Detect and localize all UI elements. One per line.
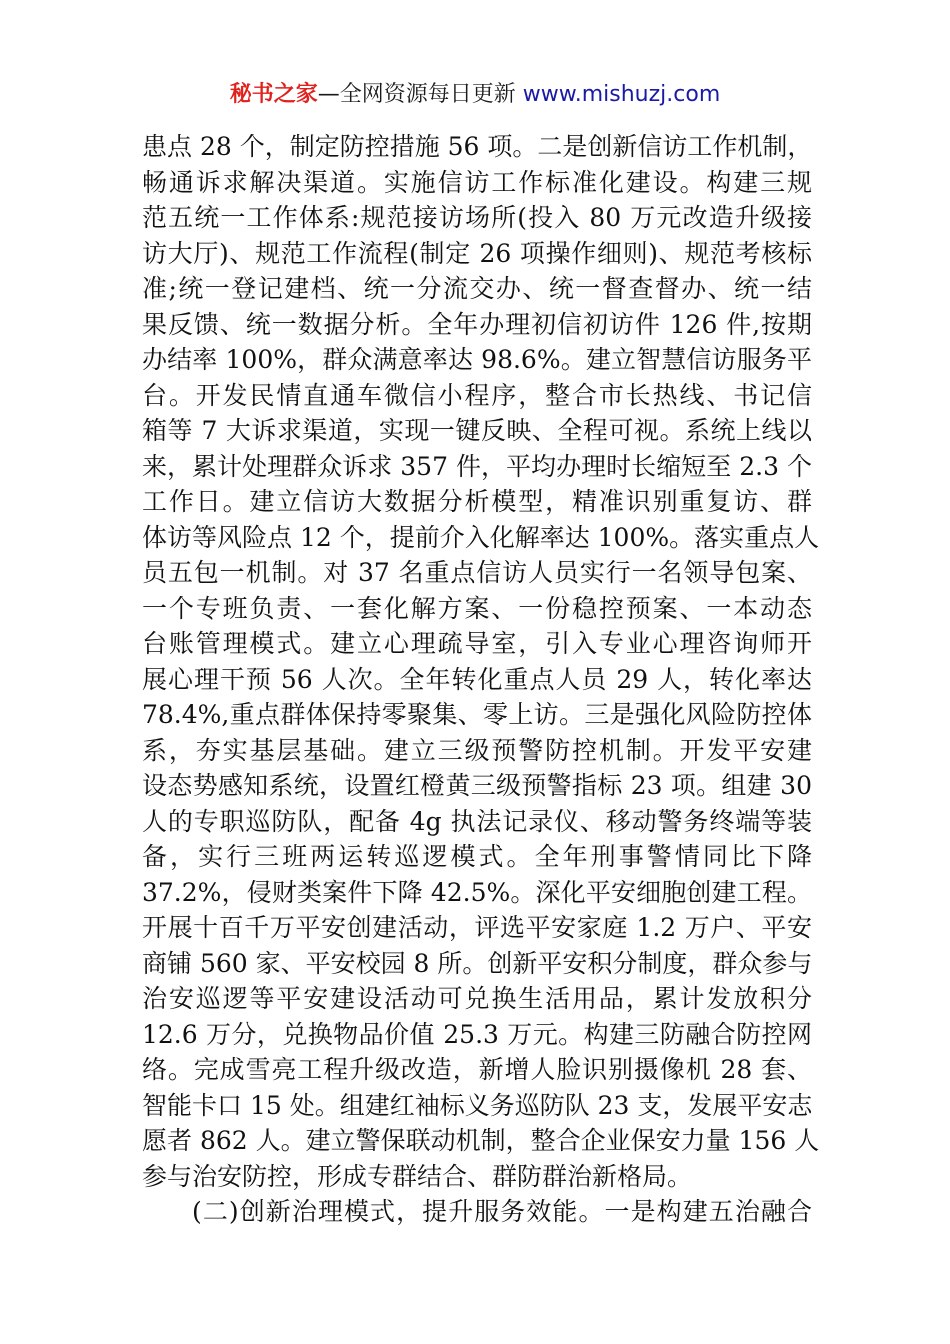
body-line: 箱等 7 大诉求渠道，实现一键反映、全程可视。系统上线以 — [142, 416, 812, 445]
body-line: 访大厅)、规范工作流程(制定 26 项操作细则)、规范考核标 — [142, 238, 812, 268]
body-line: 78.4%,重点群体保持零聚集、零上访。三是强化风险防控体 — [142, 700, 812, 729]
body-line: 员五包一机制。对 37 名重点信访人员实行一名领导包案、 — [142, 558, 812, 587]
body-line: 设态势感知系统，设置红橙黄三级预警指标 23 项。组建 30 — [142, 771, 812, 800]
header-tagline: —全网资源每日更新 — [317, 82, 523, 107]
brand-name: 秘书之家 — [229, 82, 318, 107]
body-line: 开展十百千万平安创建活动，评选平安家庭 1.2 万户、平安 — [142, 913, 812, 942]
body-line: 体访等风险点 12 个，提前介入化解率达 100%。落实重点人 — [142, 522, 820, 552]
body-line: 治安巡逻等平安建设活动可兑换生活用品，累计发放积分 — [142, 984, 812, 1013]
body-line: 人的专职巡防队，配备 4g 执法记录仪、移动警务终端等装 — [142, 806, 812, 836]
body-line: 智能卡口 15 处。组建红袖标义务巡防队 23 支，发展平安志 — [142, 1090, 813, 1120]
body-line: 准;统一登记建档、统一分流交办、统一督查督办、统一结 — [142, 274, 812, 303]
body-line: 台。开发民情直通车微信小程序，整合市长热线、书记信 — [142, 380, 812, 410]
body-line: 络。完成雪亮工程升级改造，新增人脸识别摄像机 28 套、 — [142, 1055, 812, 1084]
body-line: 工作日。建立信访大数据分析模型，精准识别重复访、群 — [142, 487, 812, 516]
section-heading-line: (二)创新治理模式，提升服务效能。一是构建五治融合 — [192, 1197, 812, 1226]
page-header — [0, 78, 950, 112]
body-line: 办结率 100%，群众满意率达 98.6%。建立智慧信访服务平 — [142, 345, 812, 374]
body-line: 商铺 560 家、平安校园 8 所。创新平安积分制度，群众参与 — [142, 948, 813, 978]
body-line: 展心理干预 56 人次。全年转化重点人员 29 人，转化率达 — [142, 664, 812, 694]
body-line: 12.6 万分，兑换物品价值 25.3 万元。构建三防融合防控网 — [142, 1019, 812, 1049]
body-line: 台账管理模式。建立心理疏导室，引入专业心理咨询师开 — [142, 629, 812, 658]
body-line: 备，实行三班两运转巡逻模式。全年刑事警情同比下降 — [142, 842, 812, 871]
document-body — [142, 129, 820, 1230]
body-line: 来，累计处理群众诉求 357 件，平均办理时长缩短至 2.3 个 — [142, 451, 812, 481]
body-line: 患点 28 个，制定防控措施 56 项。二是创新信访工作机制， — [142, 132, 813, 161]
paragraph-end-line: 参与治安防控，形成专群结合、群防群治新格局。 — [142, 1161, 693, 1191]
body-line: 范五统一工作体系:规范接访场所(投入 80 万元改造升级接 — [142, 203, 812, 232]
site-url[interactable]: www.mishuzj.com — [522, 82, 721, 107]
body-line: 畅通诉求解决渠道。实施信访工作标准化建设。构建三规 — [142, 167, 812, 197]
body-line: 37.2%，侵财类案件下降 42.5%。深化平安细胞创建工程。 — [142, 877, 812, 907]
body-line: 果反馈、统一数据分析。全年办理初信初访件 126 件,按期 — [142, 309, 812, 339]
body-line: 愿者 862 人。建立警保联动机制，整合企业保安力量 156 人 — [142, 1126, 820, 1155]
body-line: 系，夯实基层基础。建立三级预警防控机制。开发平安建 — [142, 735, 812, 765]
body-line: 一个专班负责、一套化解方案、一份稳控预案、一本动态 — [142, 593, 812, 623]
